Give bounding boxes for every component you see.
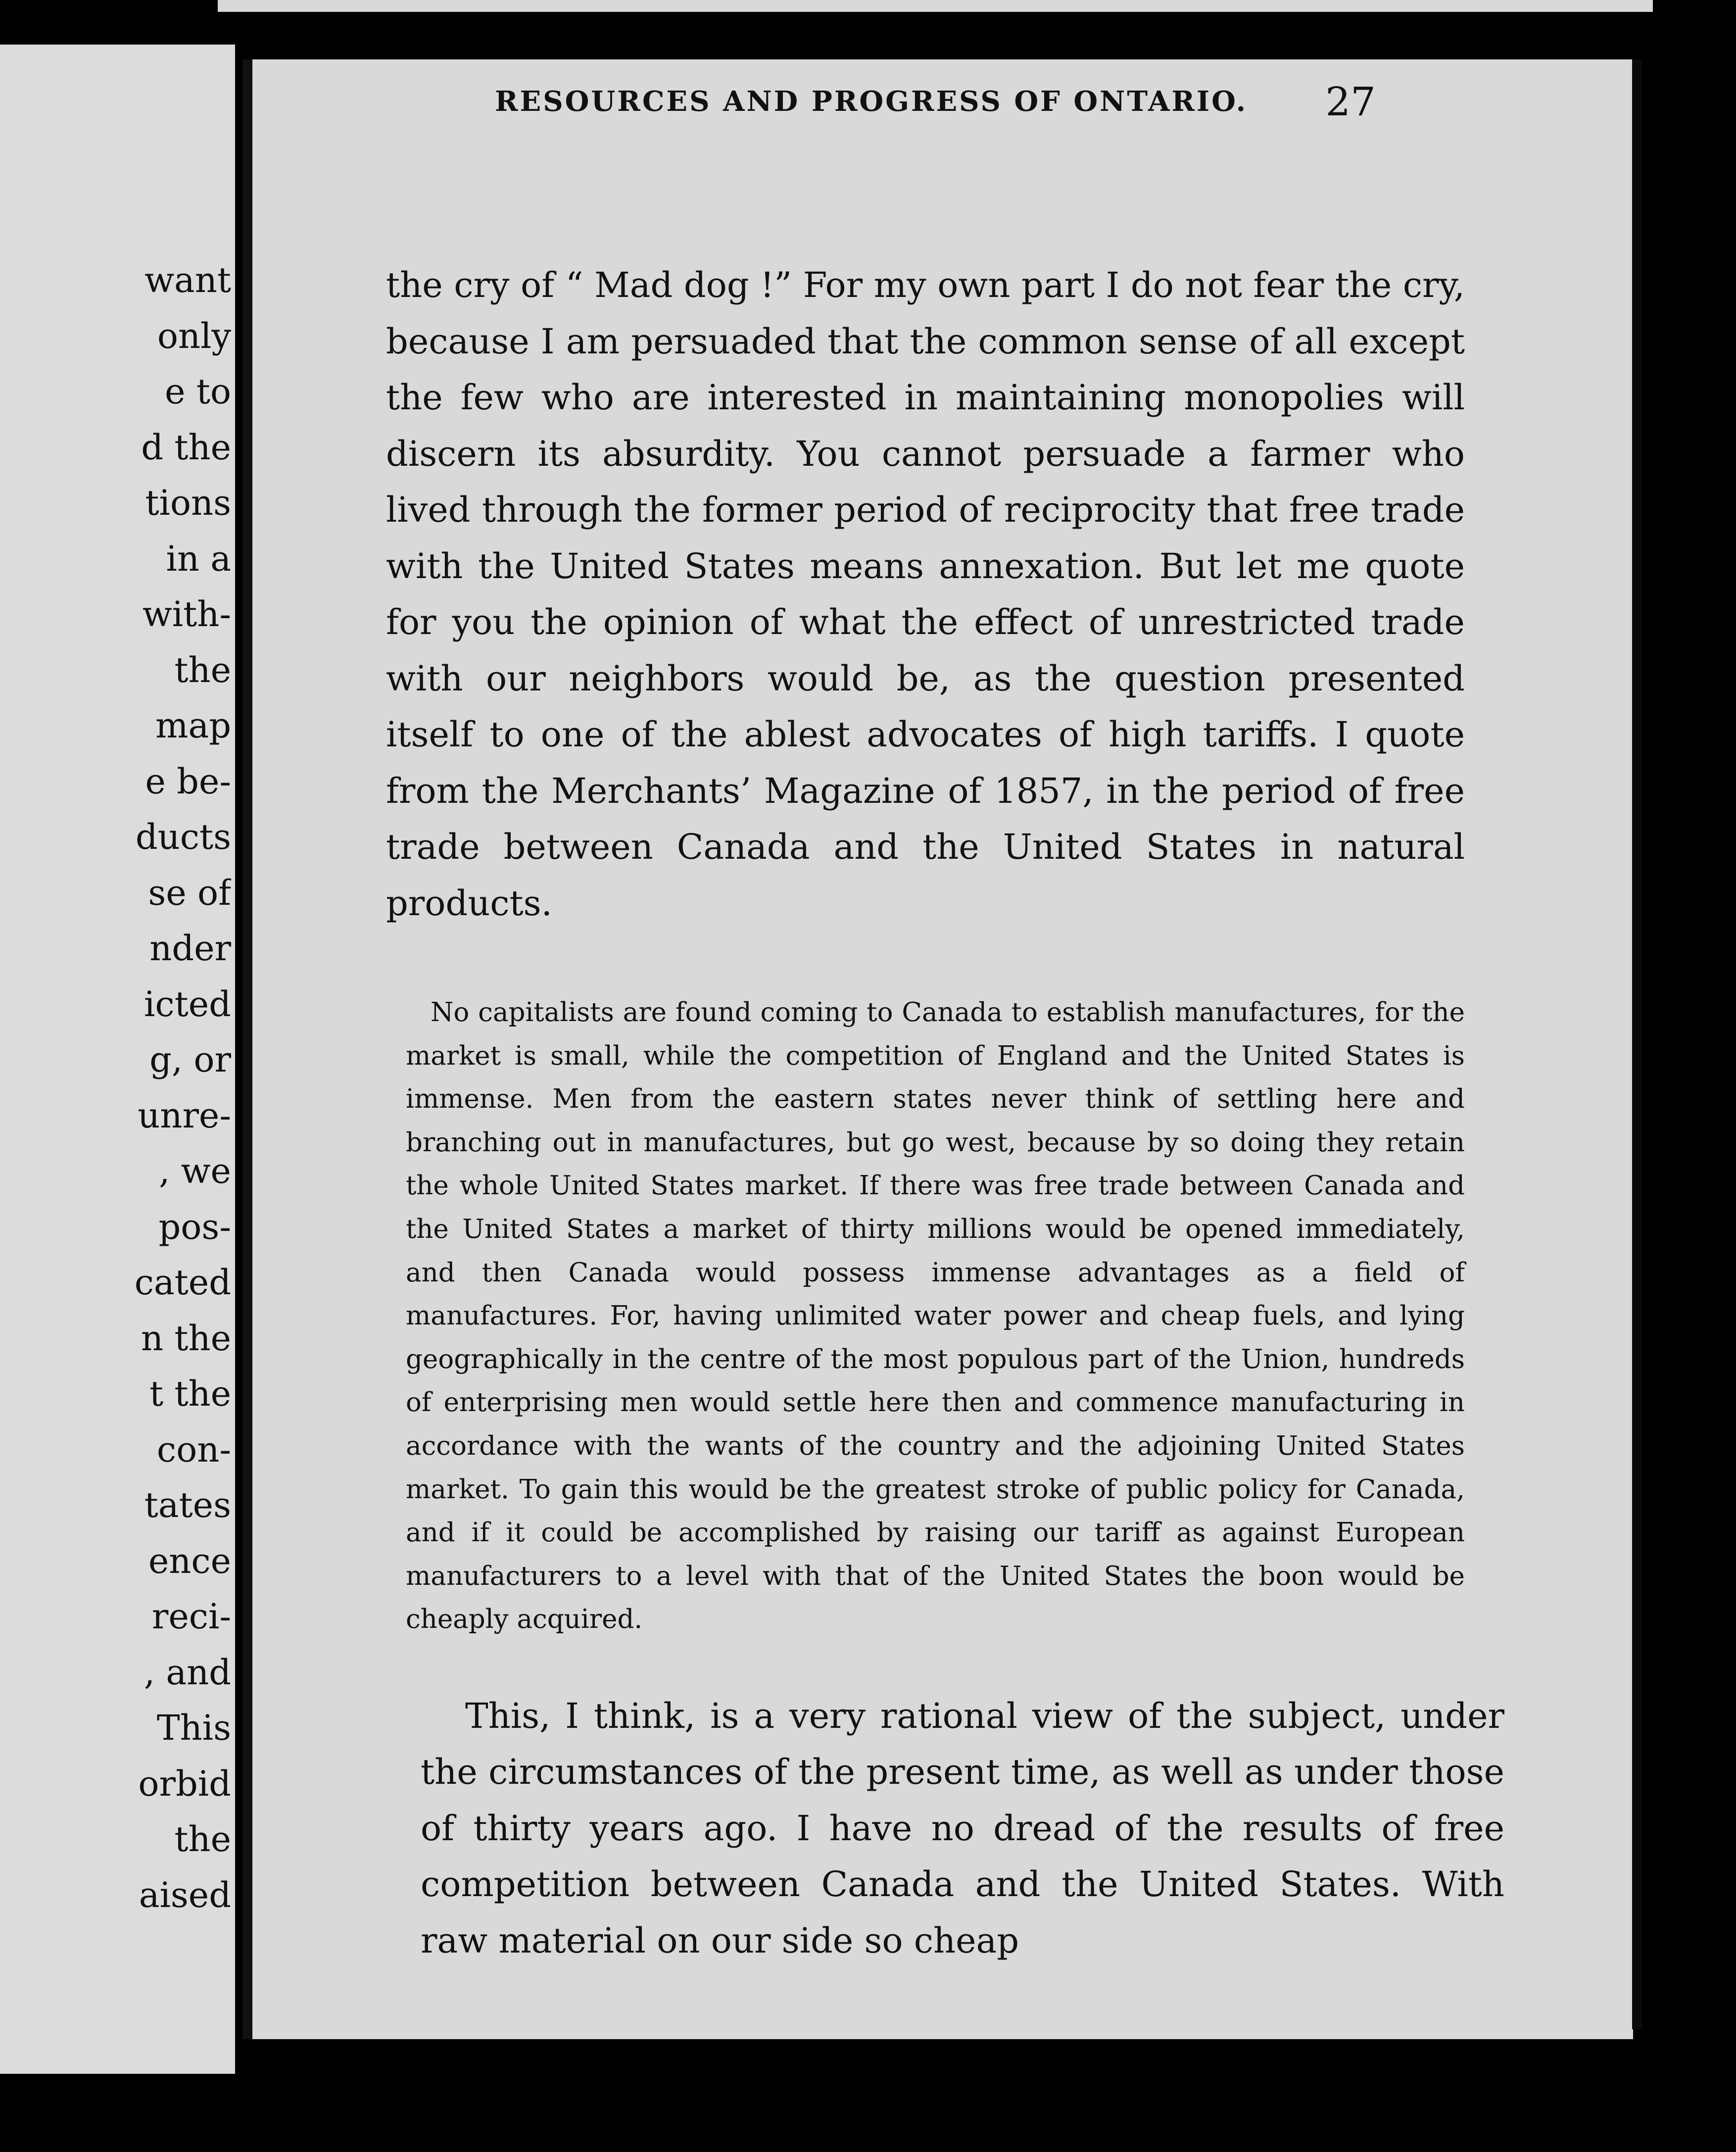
left-line: want — [145, 260, 231, 300]
running-head: RESOURCES AND PROGRESS OF ONTARIO. — [495, 85, 1248, 118]
left-line: e to — [165, 371, 231, 412]
left-line: , we — [159, 1151, 231, 1191]
block-quotation: No capitalists are found coming to Canada to establish manufactures, for the market is small, while the competition of England and the United States is immense. Men from the eastern states never think of settling here and branching out in manufactures, but go west, because by so doing they retain the whole United States market. If there was free trade between Canada and the United States a market of thirty millions would be opened immediately, and then Canada would possess immense advantages as a field of manufactures. For, having unlimited water power and cheap fuels, and lying geographically in the centre of the most populous part of the Union, hundreds of enterprising men would settle here then and commence manufacturing in accordance with the wants of the country and the adjoining United States market. To gain this would be the greatest stroke of public policy for Canada, and if it could be accomplished by raising our tariff as against European manufacturers to a level with that of the United States the boon would be cheaply acquired. — [406, 997, 1465, 1635]
left-line: d the — [141, 427, 231, 468]
left-line: with- — [142, 594, 231, 635]
page-body — [386, 257, 1504, 1969]
left-line: e be- — [145, 761, 231, 802]
left-line: , and — [144, 1652, 231, 1693]
closing-paragraph: This, I think, is a very rational view of the subject, under the circumstances of the present time, as well as under those of thirty years ago. I have no dread of the results of free competition between Canada and the United States. With raw material on our side so cheap — [421, 1695, 1504, 1961]
page-number: 27 — [1325, 78, 1376, 125]
left-line: ducts — [135, 817, 231, 857]
left-line: pos- — [158, 1206, 231, 1247]
page-edge-shadow — [1632, 59, 1642, 2029]
left-line: tates — [144, 1485, 231, 1525]
left-line: cated — [134, 1262, 231, 1303]
left-line: orbid — [138, 1763, 231, 1804]
left-line: unre- — [138, 1095, 231, 1136]
left-line: icted — [144, 983, 231, 1025]
top-page-edge — [218, 0, 1653, 12]
bottom-margin — [0, 2074, 1736, 2152]
left-line: g, or — [149, 1039, 231, 1080]
left-line: aised — [139, 1874, 231, 1915]
left-line: the — [174, 1819, 231, 1859]
left-facing-page — [0, 45, 235, 2074]
book-page — [252, 59, 1633, 2039]
left-line: map — [155, 705, 231, 746]
left-line: in a — [166, 538, 231, 579]
left-line: only — [157, 315, 231, 356]
left-line: the — [174, 649, 231, 690]
left-line: reci- — [151, 1596, 231, 1637]
left-line: ence — [148, 1540, 231, 1581]
opening-paragraph: the cry of “ Mad dog !” For my own part I do not fear the cry, because I am persuaded that the common sense of all except the few who are interested in maintaining monopolies will discern its absurdity. You cannot persuade a farmer who lived through the former period of reciprocity that free trade with the United States means annexation. But let me quote for you the opinion of what the effect of unrestricted trade with our neighbors would be, as the question presented itself to one of the ablest advocates of high tariffs. I quote from the Merchants’ Magazine of 1857, in the period of free trade between Canada and the United States in natural products. — [386, 265, 1465, 924]
left-page-text — [3, 252, 231, 1923]
left-line: tions — [145, 483, 231, 523]
page-gutter-shadow — [242, 59, 253, 2039]
left-line: nder — [149, 928, 231, 969]
left-line: This — [156, 1708, 231, 1748]
page-header — [277, 77, 1376, 126]
left-line: n the — [141, 1318, 231, 1359]
left-line: con- — [156, 1429, 231, 1470]
left-line: se of — [148, 872, 231, 913]
left-line: t the — [149, 1373, 231, 1414]
